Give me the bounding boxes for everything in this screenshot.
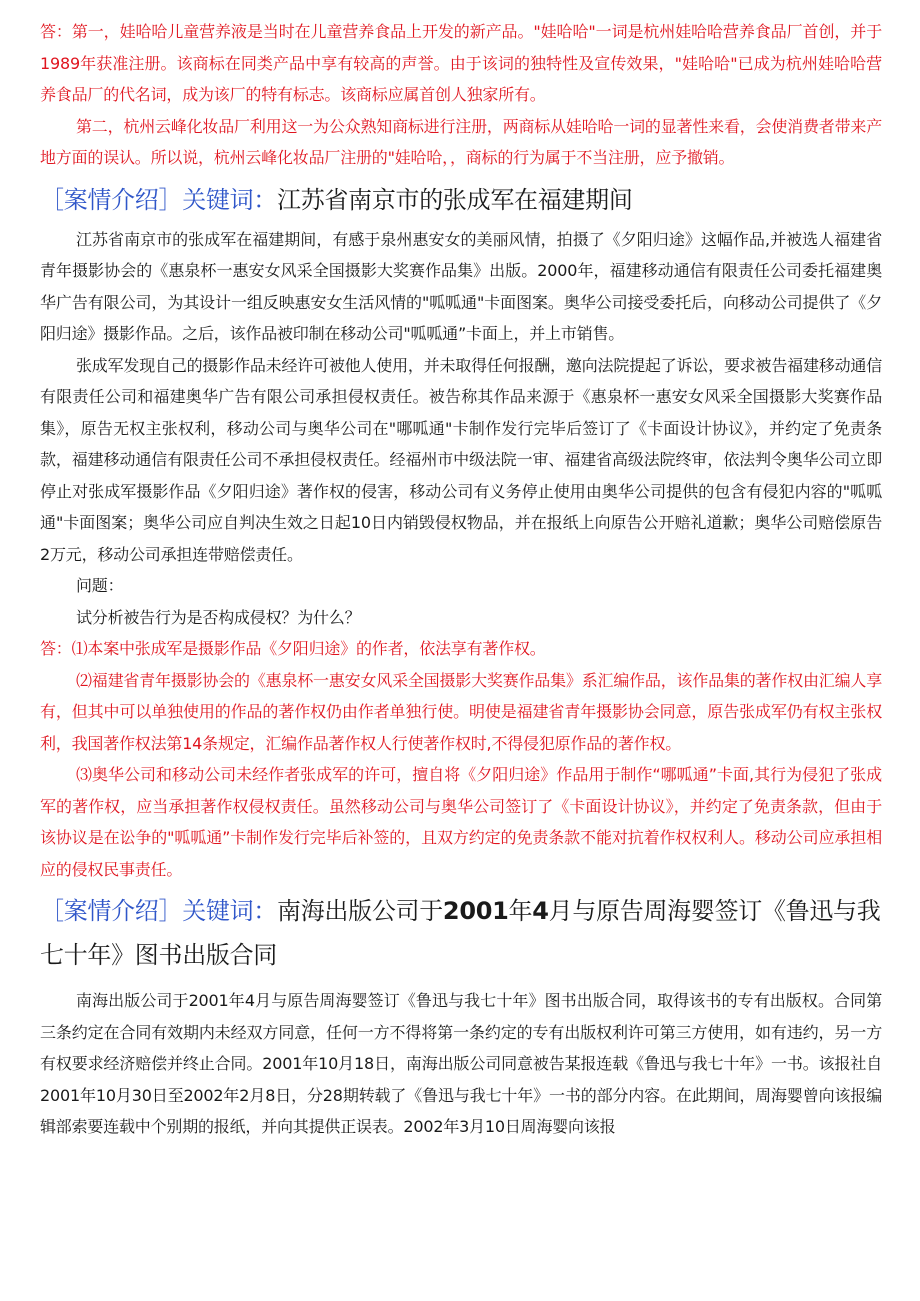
case-title-part: 南海出版公司于 bbox=[277, 897, 443, 925]
case-paragraph: 南海出版公司于2001年4月与原告周海婴签订《鲁迅与我七十年》图书出版合同，取得该书的专有出版权。合同第三条约定在合同有效期内未经双方同意，任何一方不得将第一条约定的专有出版权利许可第三方使用，如有违约，另一方有权要求经济赔偿并终止合同。2001年10月18日，南海出版公司同意被告某报连载《鲁迅与我七十年》一书。该报社自2001年10月30日至2002年2月8日，分28期转载了《鲁迅与我七十年》一书的部分内容。在此期间，周海婴曾向该报编辑部索要连载中个别期的报纸，并向其提供正误表。2002年3月10日周海婴向该报 bbox=[40, 991, 882, 1136]
case-tag: ［案情介绍］ bbox=[40, 185, 183, 214]
case-title: 江苏省南京市的张成军在福建期间 bbox=[277, 185, 633, 214]
case-title-part: 年 bbox=[508, 897, 533, 925]
case-paragraph: 张成军发现自己的摄影作品未经许可被他人使用，并未取得任何报酬，邀向法院提起了诉讼，要求被告福建移动通信有限责任公司和福建奥华广告有限公司承担侵权责任。被告称其作品来源于《惠泉杯一惠安女风采全国摄影大奖赛作品集》，原告无权主张权利，移动公司与奥华公司在"哪呱通"卡制作发行完毕后签订了《卡面设计协议》，并约定了免责条款，福建移动通信有限责任公司不承担侵权责任。经福州市中级法院一审、福建省高级法院终审，依法判令奥华公司立即停止对张成军摄影作品《夕阳归途》著作权的侵害，移动公司有义务停止使用由奥华公司提供的包含有侵犯内容的"呱呱通"卡面图案；奥华公司应自判决生效之日起10日内销毁侵权物品，并在报纸上向原告公开赔礼道歉；奥华公司赔偿原告2万元，移动公司承担连带赔偿责任。 bbox=[40, 355, 882, 564]
case-heading bbox=[40, 889, 882, 977]
keyword-label: 关键词： bbox=[182, 897, 278, 925]
keyword-label: 关键词： bbox=[182, 185, 278, 214]
answer-item: 答：⑴本案中张成军是摄影作品《夕阳归途》的作者，依法享有著作权。 bbox=[40, 639, 546, 658]
answer-item: ⑵福建省青年摄影协会的《惠泉杯一惠安女风采全国摄影大奖赛作品集》系汇编作品，该作品集的著作权由汇编人享有，但其中可以单独使用的作品的著作权仍由作者单独行使。明使是福建省青年摄影协会同意，原告张成军仍有权主张权利，我国著作权法第14条规定，汇编作品著作权人行使著作权时,不得侵犯原作品的著作权。 bbox=[40, 670, 882, 753]
case-title-number: 4 bbox=[532, 897, 549, 925]
case-tag: ［案情介绍］ bbox=[40, 897, 183, 925]
answer-paragraph: 答：第一，娃哈哈儿童营养液是当时在儿童营养食品上开发的新产品。"娃哈哈"一词是杭州娃哈哈营养食品厂首创，并于1989年获准注册。该商标在同类产品中享有较高的声誉。由于该词的独特性及宣传效果，"娃哈哈"已成为杭州娃哈哈营养食品厂的代名词，成为该厂的特有标志。该商标应属首创人独家所有。 bbox=[40, 22, 882, 104]
question-label: 问题： bbox=[76, 576, 124, 595]
question-text: 试分析被告行为是否构成侵权？为什么？ bbox=[76, 607, 361, 627]
case-heading bbox=[40, 178, 882, 222]
case-paragraph: 江苏省南京市的张成军在福建期间，有感于泉州惠安女的美丽风情，拍摄了《夕阳归途》这幅作品,并被选人福建省青年摄影协会的《惠泉杯一惠安女风采全国摄影大奖赛作品集》出版。2000年，福建移动通信有限责任公司委托福建奥华广告有限公司，为其设计一组反映惠安女生活风情的"呱呱通"卡面图案。奥华公司接受委托后，向移动公司提供了《夕阳归途》摄影作品。之后，该作品被印制在移动公司"呱呱通”卡面上，并上市销售。 bbox=[40, 229, 882, 343]
answer-item: ⑶奥华公司和移动公司未经作者张成军的许可，擅自将《夕阳归途》作品用于制作“哪呱通”卡面,其行为侵犯了张成军的著作权，应当承担著作权侵权责任。虽然移动公司与奥华公司签订了《卡面设计协议》，并约定了免责条款，但由于该协议是在讼争的"呱呱通”卡制作发行完毕后补签的，且双方约定的免责条款不能对抗着作权权利人。移动公司应承担相应的侵权民事责任。 bbox=[40, 765, 882, 879]
answer-paragraph: 第二，杭州云峰化妆品厂利用这一为公众熟知商标进行注册，两商标从娃哈哈一词的显著性来看，会使消费者带来产地方面的误认。所以说，杭州云峰化妆品厂注册的"娃哈哈，，商标的行为属于不当注册，应予撤销。 bbox=[40, 116, 882, 167]
case-title-number: 2001 bbox=[442, 897, 509, 925]
case-title-part: 月与原告周海婴签订《鲁迅与我七十年》图书出版合同 bbox=[40, 897, 881, 969]
document-page bbox=[40, 16, 882, 1143]
